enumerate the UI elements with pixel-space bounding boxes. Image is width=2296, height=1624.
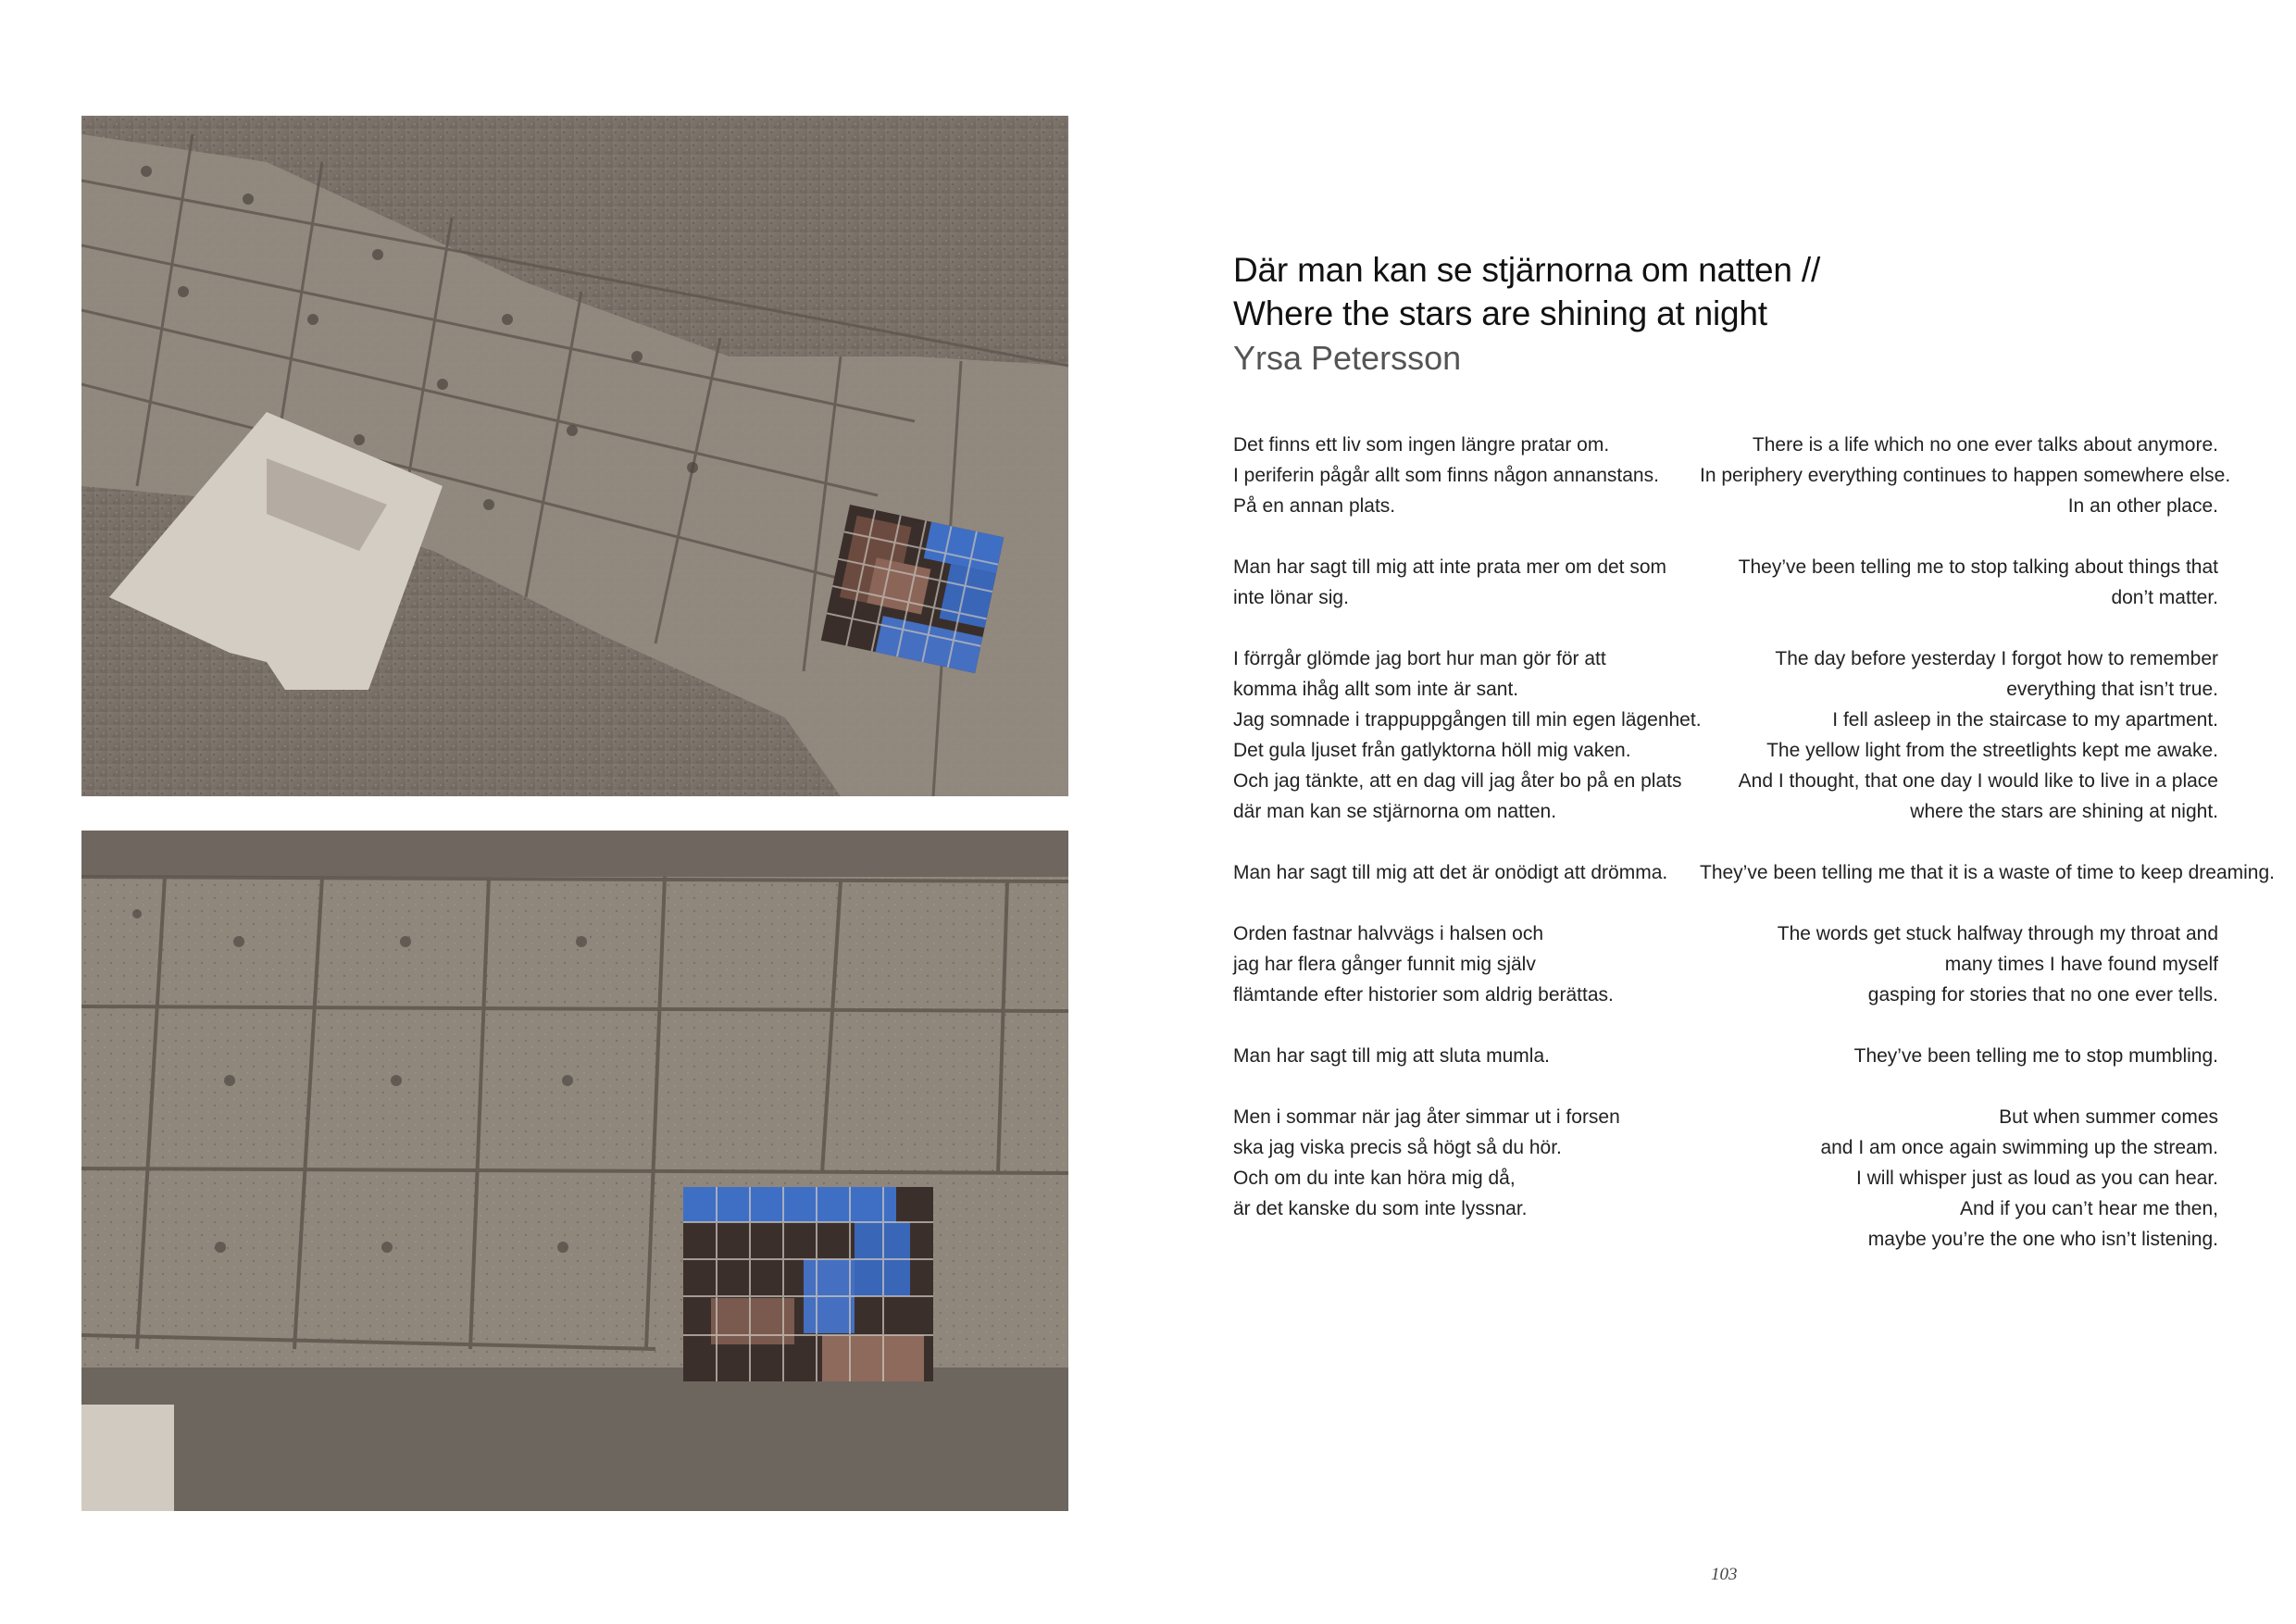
verse-line: and I am once again swimming up the stream. — [1820, 1137, 2218, 1158]
verse-line: På en annan plats. — [1233, 495, 1396, 517]
verse-line: The words get stuck halfway through my throat and — [1777, 923, 2218, 944]
stanza-english — [1707, 1041, 2218, 1071]
stanza — [1233, 1102, 2218, 1255]
verse-line: Och jag tänkte, att en dag vill jag åter bo på en plats — [1233, 770, 1682, 792]
stanza-swedish — [1233, 430, 1700, 521]
verse-line: där man kan se stjärnorna om natten. — [1233, 801, 1557, 822]
verse-line: don’t matter. — [2111, 587, 2218, 608]
verse-line: Det finns ett liv som ingen längre pratar om. — [1233, 434, 1610, 456]
poem-header — [1233, 248, 2224, 381]
verse-line: I förrgår glömde jag bort hur man gör för att — [1233, 648, 1606, 669]
stanza-swedish — [1233, 1041, 1707, 1071]
verse-line: I periferin pågår allt som finns någon annanstans. — [1233, 465, 1659, 486]
stanza-english — [1707, 1102, 2218, 1255]
verse-line: They’ve been telling me to stop mumbling. — [1853, 1045, 2218, 1067]
stanza-swedish — [1233, 918, 1707, 1010]
verse-line: Man har sagt till mig att inte prata mer om det som — [1233, 556, 1667, 578]
stanza-english — [1700, 857, 2275, 888]
poem-author: Yrsa Petersson — [1233, 339, 1462, 377]
verse-line: And I thought, that one day I would like to live in a place — [1738, 770, 2218, 792]
verse-line: maybe you’re the one who isn’t listening. — [1867, 1229, 2218, 1250]
stanza — [1233, 552, 2218, 613]
stanza-swedish — [1233, 643, 1707, 827]
verse-line: jag har flera gånger funnit mig själv — [1233, 954, 1536, 975]
verse-line: Orden fastnar halvvägs i halsen och — [1233, 923, 1544, 944]
verse-line: many times I have found myself — [1944, 954, 2218, 975]
verse-line: är det kanske du som inte lyssnar. — [1233, 1198, 1528, 1219]
verse-line: komma ihåg allt som inte är sant. — [1233, 679, 1519, 700]
verse-line: They’ve been telling me to stop talking about things that — [1738, 556, 2218, 578]
verse-line: They’ve been telling me that it is a waste of time to keep dreaming. — [1700, 862, 2275, 883]
stanza — [1233, 643, 2218, 827]
stanza — [1233, 1041, 2218, 1071]
pavement-mosaic-image-top — [81, 116, 1068, 796]
verse-line: flämtande efter historier som aldrig berättas. — [1233, 984, 1614, 1006]
verse-line: inte lönar sig. — [1233, 587, 1349, 608]
verse-line: Och om du inte kan höra mig då, — [1233, 1168, 1516, 1189]
verse-line: Men i sommar när jag åter simmar ut i forsen — [1233, 1106, 1620, 1128]
verse-line: where the stars are shining at night. — [1910, 801, 2218, 822]
stanza — [1233, 430, 2231, 521]
stanza-swedish — [1233, 857, 1700, 888]
stanza — [1233, 857, 2275, 888]
verse-line: gasping for stories that no one ever tells. — [1867, 984, 2218, 1006]
poem-verses — [1233, 430, 2275, 1285]
verse-line: Man har sagt till mig att sluta mumla. — [1233, 1045, 1550, 1067]
verse-line: Det gula ljuset från gatlyktorna höll mig vaken. — [1233, 740, 1631, 761]
poem-title-english: Where the stars are shining at night — [1233, 294, 1767, 332]
verse-line: ska jag viska precis så högt så du hör. — [1233, 1137, 1562, 1158]
verse-line: everything that isn’t true. — [2006, 679, 2218, 700]
stanza-english — [1707, 643, 2218, 827]
verse-line: In periphery everything continues to happen somewhere else. — [1700, 465, 2231, 486]
mirror-mosaic-bottom — [683, 1187, 933, 1381]
pavement-mosaic-image-bottom — [81, 831, 1068, 1511]
stanza-english — [1707, 918, 2218, 1010]
verse-line: The yellow light from the streetlights kept me awake. — [1766, 740, 2218, 761]
verse-line: But when summer comes — [1999, 1106, 2218, 1128]
stanza-english — [1707, 552, 2218, 613]
verse-line: In an other place. — [2067, 495, 2218, 517]
verse-line: I will whisper just as loud as you can hear. — [1855, 1168, 2218, 1189]
stanza-swedish — [1233, 552, 1707, 613]
stanza — [1233, 918, 2218, 1010]
verse-line: Jag somnade i trappuppgången till min egen lägenhet. — [1233, 709, 1702, 731]
poem-title-swedish: Där man kan se stjärnorna om natten // — [1233, 251, 1821, 289]
stanza-swedish — [1233, 1102, 1707, 1255]
photo-top — [81, 116, 1068, 796]
photo-bottom — [81, 831, 1068, 1511]
verse-line: The day before yesterday I forgot how to remember — [1775, 648, 2218, 669]
verse-line: I fell asleep in the staircase to my apartment. — [1832, 709, 2218, 731]
stanza-english — [1700, 430, 2231, 521]
page-number: 103 — [1711, 1565, 1738, 1584]
verse-line: And if you can’t hear me then, — [1960, 1198, 2218, 1219]
verse-line: There is a life which no one ever talks about anymore. — [1752, 434, 2218, 456]
verse-line: Man har sagt till mig att det är onödigt att drömma. — [1233, 862, 1668, 883]
